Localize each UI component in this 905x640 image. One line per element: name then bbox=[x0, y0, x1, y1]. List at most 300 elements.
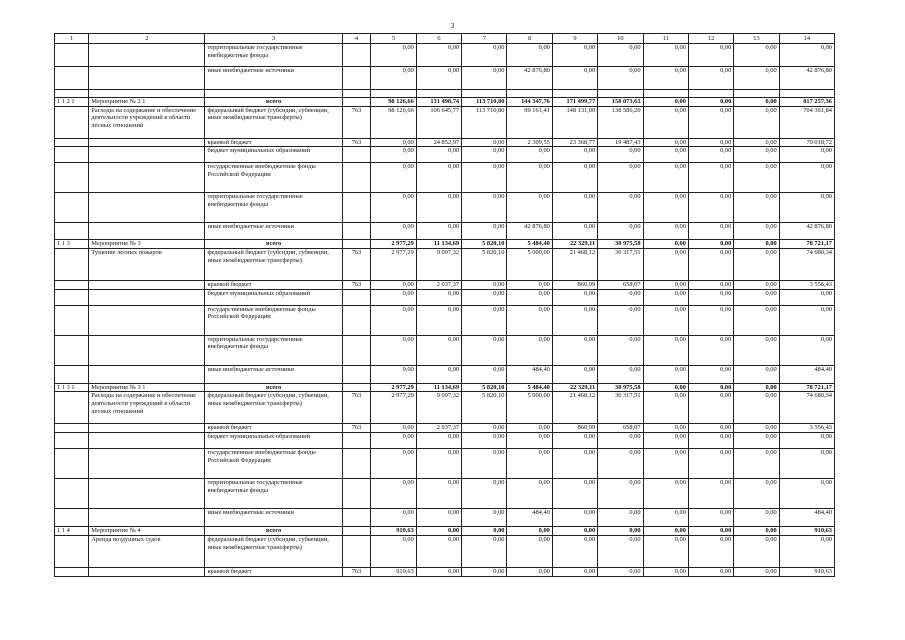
table-row bbox=[55, 281, 835, 290]
amount-cell: 0,00 bbox=[643, 163, 688, 193]
amount-cell: 0,00 bbox=[507, 433, 552, 449]
funding-source: всего bbox=[205, 383, 342, 392]
amount-cell: 0,00 bbox=[552, 305, 597, 335]
amount-cell: 0,00 bbox=[416, 449, 461, 479]
table-row bbox=[55, 90, 835, 98]
amount-cell: 0,00 bbox=[779, 193, 834, 223]
measure-name bbox=[89, 433, 205, 449]
table-body bbox=[55, 44, 835, 577]
amount-cell bbox=[416, 90, 461, 98]
amount-cell: 9 097,32 bbox=[416, 249, 461, 281]
amount-cell: 658,07 bbox=[598, 281, 643, 290]
amount-cell: 148 131,00 bbox=[552, 106, 597, 138]
amount-cell: 9 097,32 bbox=[416, 392, 461, 424]
table-row bbox=[55, 106, 835, 138]
amount-cell: 0,00 bbox=[507, 335, 552, 365]
amount-cell: 0,00 bbox=[371, 44, 416, 67]
amount-cell: 0,00 bbox=[734, 98, 779, 107]
amount-cell: 0,00 bbox=[507, 449, 552, 479]
amount-cell bbox=[643, 90, 688, 98]
budget-code: 763 bbox=[342, 106, 371, 138]
amount-cell: 0,00 bbox=[688, 479, 733, 509]
amount-cell: 0,00 bbox=[552, 223, 597, 240]
amount-cell: 0,00 bbox=[507, 424, 552, 433]
measure-name: Аренда воздушных судов bbox=[89, 535, 205, 567]
amount-cell: 0,00 bbox=[462, 163, 507, 193]
amount-cell: 0,00 bbox=[371, 424, 416, 433]
amount-cell: 0,00 bbox=[734, 147, 779, 163]
amount-cell: 910,63 bbox=[779, 527, 834, 536]
amount-cell: 0,00 bbox=[552, 449, 597, 479]
amount-cell: 0,00 bbox=[552, 163, 597, 193]
amount-cell: 0,00 bbox=[688, 147, 733, 163]
amount-cell: 171 499,77 bbox=[552, 98, 597, 107]
amount-cell: 0,00 bbox=[507, 147, 552, 163]
amount-cell: 30 975,58 bbox=[598, 383, 643, 392]
amount-cell: 0,00 bbox=[416, 479, 461, 509]
amount-cell: 0,00 bbox=[688, 305, 733, 335]
funding-source: всего bbox=[205, 98, 342, 107]
amount-cell: 0,00 bbox=[598, 365, 643, 383]
amount-cell bbox=[734, 90, 779, 98]
amount-cell: 0,00 bbox=[598, 335, 643, 365]
amount-cell: 0,00 bbox=[688, 193, 733, 223]
amount-cell: 0,00 bbox=[734, 449, 779, 479]
measure-name: Расходы на содержание и обеспечение деятельности учреждений в области лесных отношений bbox=[89, 392, 205, 424]
amount-cell: 0,00 bbox=[643, 535, 688, 567]
measure-name: Мероприятие № 3 1 bbox=[89, 383, 205, 392]
amount-cell: 0,00 bbox=[416, 67, 461, 90]
amount-cell: 0,00 bbox=[643, 392, 688, 424]
amount-cell: 0,00 bbox=[462, 449, 507, 479]
table-row bbox=[55, 424, 835, 433]
amount-cell: 0,00 bbox=[507, 163, 552, 193]
amount-cell: 106 645,77 bbox=[416, 106, 461, 138]
budget-code bbox=[342, 449, 371, 479]
row-code bbox=[55, 392, 89, 424]
amount-cell: 2 037,37 bbox=[416, 424, 461, 433]
amount-cell: 0,00 bbox=[734, 249, 779, 281]
amount-cell: 658,07 bbox=[598, 424, 643, 433]
amount-cell bbox=[598, 90, 643, 98]
measure-name bbox=[89, 289, 205, 305]
amount-cell: 5 820,10 bbox=[462, 383, 507, 392]
amount-cell: 0,00 bbox=[371, 147, 416, 163]
row-code bbox=[55, 449, 89, 479]
amount-cell: 0,00 bbox=[643, 424, 688, 433]
amount-cell: 860,99 bbox=[552, 281, 597, 290]
amount-cell: 0,00 bbox=[598, 305, 643, 335]
row-code bbox=[55, 90, 89, 98]
amount-cell: 0,00 bbox=[688, 433, 733, 449]
row-code bbox=[55, 424, 89, 433]
amount-cell: 0,00 bbox=[734, 479, 779, 509]
budget-code: 763 bbox=[342, 138, 371, 147]
budget-code bbox=[342, 383, 371, 392]
amount-cell: 0,00 bbox=[734, 289, 779, 305]
amount-cell: 0,00 bbox=[734, 223, 779, 240]
column-header-1: 1 bbox=[55, 34, 89, 44]
table-row bbox=[55, 383, 835, 392]
table-row bbox=[55, 44, 835, 67]
amount-cell: 0,00 bbox=[416, 223, 461, 240]
amount-cell: 0,00 bbox=[643, 365, 688, 383]
amount-cell: 0,00 bbox=[734, 527, 779, 536]
amount-cell: 0,00 bbox=[507, 535, 552, 567]
table-row bbox=[55, 223, 835, 240]
amount-cell: 42 876,80 bbox=[507, 67, 552, 90]
amount-cell: 0,00 bbox=[552, 567, 597, 576]
amount-cell: 2 309,55 bbox=[507, 138, 552, 147]
amount-cell: 0,00 bbox=[643, 240, 688, 249]
measure-name bbox=[89, 67, 205, 90]
amount-cell: 0,00 bbox=[688, 535, 733, 567]
amount-cell: 0,00 bbox=[688, 44, 733, 67]
row-code bbox=[55, 535, 89, 567]
amount-cell: 5 000,00 bbox=[507, 392, 552, 424]
amount-cell: 113 710,80 bbox=[462, 98, 507, 107]
amount-cell: 0,00 bbox=[643, 289, 688, 305]
table-row bbox=[55, 193, 835, 223]
funding-source: территориальные государственные внебюджетные фонды bbox=[205, 193, 342, 223]
table-row bbox=[55, 365, 835, 383]
funding-source: государственные внебюджетные фонды Российской Федерации bbox=[205, 449, 342, 479]
table-row bbox=[55, 289, 835, 305]
amount-cell: 5 484,40 bbox=[507, 383, 552, 392]
amount-cell: 484,40 bbox=[779, 365, 834, 383]
row-code: 1 1 3 1 bbox=[55, 383, 89, 392]
amount-cell: 0,00 bbox=[734, 424, 779, 433]
amount-cell: 78 721,17 bbox=[779, 240, 834, 249]
funding-source: всего bbox=[205, 240, 342, 249]
amount-cell: 0,00 bbox=[416, 147, 461, 163]
column-header-10: 10 bbox=[598, 34, 643, 44]
amount-cell: 0,00 bbox=[779, 335, 834, 365]
amount-cell: 0,00 bbox=[507, 289, 552, 305]
budget-code bbox=[342, 240, 371, 249]
amount-cell: 2 037,37 bbox=[416, 281, 461, 290]
column-header-8: 8 bbox=[507, 34, 552, 44]
amount-cell: 0,00 bbox=[779, 44, 834, 67]
amount-cell: 0,00 bbox=[598, 289, 643, 305]
funding-source: государственные внебюджетные фонды Российской Федерации bbox=[205, 163, 342, 193]
amount-cell: 0,00 bbox=[371, 479, 416, 509]
amount-cell: 0,00 bbox=[598, 163, 643, 193]
row-code: 1 1 3 bbox=[55, 240, 89, 249]
amount-cell: 0,00 bbox=[643, 527, 688, 536]
amount-cell: 0,00 bbox=[416, 509, 461, 527]
measure-name bbox=[89, 163, 205, 193]
amount-cell: 0,00 bbox=[734, 535, 779, 567]
measure-name bbox=[89, 567, 205, 576]
amount-cell: 0,00 bbox=[416, 433, 461, 449]
column-header-6: 6 bbox=[416, 34, 461, 44]
budget-code bbox=[342, 509, 371, 527]
amount-cell: 5 000,00 bbox=[507, 249, 552, 281]
amount-cell: 0,00 bbox=[643, 193, 688, 223]
amount-cell: 0,00 bbox=[462, 138, 507, 147]
amount-cell: 0,00 bbox=[462, 479, 507, 509]
column-header-14: 14 bbox=[779, 34, 834, 44]
amount-cell: 0,00 bbox=[416, 535, 461, 567]
amount-cell: 0,00 bbox=[688, 365, 733, 383]
amount-cell: 0,00 bbox=[643, 433, 688, 449]
amount-cell: 0,00 bbox=[371, 67, 416, 90]
amount-cell: 484,40 bbox=[507, 509, 552, 527]
amount-cell: 0,00 bbox=[688, 383, 733, 392]
amount-cell: 2 977,29 bbox=[371, 383, 416, 392]
amount-cell: 0,00 bbox=[688, 567, 733, 576]
amount-cell: 0,00 bbox=[643, 479, 688, 509]
amount-cell: 24 852,97 bbox=[416, 138, 461, 147]
amount-cell: 910,63 bbox=[371, 567, 416, 576]
column-header-12: 12 bbox=[688, 34, 733, 44]
amount-cell: 5 484,40 bbox=[507, 240, 552, 249]
column-header-13: 13 bbox=[734, 34, 779, 44]
amount-cell bbox=[371, 90, 416, 98]
budget-code bbox=[342, 98, 371, 107]
amount-cell: 0,00 bbox=[462, 335, 507, 365]
page-number: 3 bbox=[450, 22, 455, 30]
amount-cell: 0,00 bbox=[643, 44, 688, 67]
measure-name bbox=[89, 281, 205, 290]
amount-cell: 0,00 bbox=[643, 509, 688, 527]
amount-cell: 0,00 bbox=[507, 281, 552, 290]
amount-cell: 0,00 bbox=[462, 193, 507, 223]
measure-name bbox=[89, 147, 205, 163]
table-row bbox=[55, 535, 835, 567]
table-row bbox=[55, 567, 835, 576]
amount-cell: 21 468,12 bbox=[552, 249, 597, 281]
measure-name: Мероприятие № 2 1 bbox=[89, 98, 205, 107]
amount-cell: 70 018,72 bbox=[779, 138, 834, 147]
table-row bbox=[55, 449, 835, 479]
amount-cell: 0,00 bbox=[688, 240, 733, 249]
funding-source: федеральный бюджет (субсидии, субвенции, иные межбюджетные трансферты) bbox=[205, 106, 342, 138]
amount-cell: 0,00 bbox=[688, 527, 733, 536]
amount-cell: 0,00 bbox=[734, 106, 779, 138]
amount-cell: 0,00 bbox=[688, 106, 733, 138]
amount-cell: 0,00 bbox=[779, 479, 834, 509]
amount-cell: 0,00 bbox=[779, 305, 834, 335]
amount-cell: 0,00 bbox=[688, 163, 733, 193]
amount-cell: 0,00 bbox=[688, 392, 733, 424]
amount-cell: 0,00 bbox=[734, 67, 779, 90]
amount-cell: 0,00 bbox=[779, 289, 834, 305]
amount-cell: 0,00 bbox=[416, 44, 461, 67]
budget-code bbox=[342, 193, 371, 223]
amount-cell: 0,00 bbox=[416, 365, 461, 383]
budget-code bbox=[342, 147, 371, 163]
funding-source: бюджет муниципальных образований bbox=[205, 289, 342, 305]
budget-code bbox=[342, 289, 371, 305]
amount-cell: 0,00 bbox=[643, 449, 688, 479]
measure-name: Расходы на содержание и обеспечение деятельности учреждений в области лесных отношений bbox=[89, 106, 205, 138]
amount-cell: 860,99 bbox=[552, 424, 597, 433]
amount-cell: 0,00 bbox=[643, 383, 688, 392]
amount-cell: 0,00 bbox=[371, 335, 416, 365]
amount-cell: 5 820,10 bbox=[462, 392, 507, 424]
amount-cell: 0,00 bbox=[371, 281, 416, 290]
funding-source: государственные внебюджетные фонды Российской Федерации bbox=[205, 305, 342, 335]
budget-code bbox=[342, 535, 371, 567]
amount-cell: 0,00 bbox=[416, 305, 461, 335]
budget-code bbox=[342, 67, 371, 90]
amount-cell: 484,40 bbox=[507, 365, 552, 383]
amount-cell: 0,00 bbox=[371, 138, 416, 147]
amount-cell: 0,00 bbox=[779, 163, 834, 193]
row-code: 1 1 2 1 bbox=[55, 98, 89, 107]
table-row bbox=[55, 335, 835, 365]
measure-name: Тушение лесных пожаров bbox=[89, 249, 205, 281]
row-code bbox=[55, 147, 89, 163]
column-header-row bbox=[55, 34, 835, 44]
amount-cell: 0,00 bbox=[643, 567, 688, 576]
amount-cell: 0,00 bbox=[734, 240, 779, 249]
funding-source: краевой бюджет bbox=[205, 567, 342, 576]
amount-cell: 0,00 bbox=[552, 509, 597, 527]
column-header-9: 9 bbox=[552, 34, 597, 44]
amount-cell: 0,00 bbox=[734, 163, 779, 193]
column-header-2: 2 bbox=[89, 34, 205, 44]
amount-cell: 0,00 bbox=[552, 147, 597, 163]
table-row bbox=[55, 163, 835, 193]
amount-cell: 0,00 bbox=[734, 433, 779, 449]
amount-cell: 5 820,10 bbox=[462, 240, 507, 249]
amount-cell: 5 820,10 bbox=[462, 249, 507, 281]
amount-cell: 0,00 bbox=[734, 281, 779, 290]
amount-cell: 0,00 bbox=[371, 509, 416, 527]
table-row bbox=[55, 67, 835, 90]
amount-cell: 0,00 bbox=[416, 289, 461, 305]
amount-cell: 0,00 bbox=[643, 335, 688, 365]
amount-cell: 0,00 bbox=[416, 163, 461, 193]
amount-cell: 0,00 bbox=[643, 223, 688, 240]
measure-name bbox=[89, 138, 205, 147]
budget-code bbox=[342, 305, 371, 335]
budget-code bbox=[342, 44, 371, 67]
row-code bbox=[55, 479, 89, 509]
amount-cell: 23 368,77 bbox=[552, 138, 597, 147]
amount-cell: 0,00 bbox=[688, 223, 733, 240]
amount-cell: 0,00 bbox=[688, 449, 733, 479]
amount-cell: 0,00 bbox=[779, 449, 834, 479]
amount-cell: 910,63 bbox=[779, 567, 834, 576]
amount-cell: 0,00 bbox=[462, 535, 507, 567]
amount-cell: 0,00 bbox=[598, 509, 643, 527]
amount-cell bbox=[552, 90, 597, 98]
funding-source: территориальные государственные внебюджетные фонды bbox=[205, 479, 342, 509]
amount-cell: 0,00 bbox=[598, 535, 643, 567]
amount-cell: 0,00 bbox=[552, 433, 597, 449]
amount-cell: 0,00 bbox=[462, 147, 507, 163]
amount-cell: 113 710,80 bbox=[462, 106, 507, 138]
amount-cell: 0,00 bbox=[507, 305, 552, 335]
amount-cell: 0,00 bbox=[734, 567, 779, 576]
row-code bbox=[55, 193, 89, 223]
amount-cell: 0,00 bbox=[371, 449, 416, 479]
amount-cell: 0,00 bbox=[598, 147, 643, 163]
row-code bbox=[55, 305, 89, 335]
amount-cell: 3 556,43 bbox=[779, 424, 834, 433]
amount-cell: 0,00 bbox=[643, 281, 688, 290]
amount-cell: 0,00 bbox=[462, 67, 507, 90]
amount-cell: 0,00 bbox=[598, 44, 643, 67]
funding-source: бюджет муниципальных образований bbox=[205, 147, 342, 163]
amount-cell: 0,00 bbox=[688, 509, 733, 527]
amount-cell: 0,00 bbox=[552, 289, 597, 305]
funding-source: иные внебюджетные источники bbox=[205, 67, 342, 90]
measure-name bbox=[89, 305, 205, 335]
table-row bbox=[55, 138, 835, 147]
amount-cell: 0,00 bbox=[462, 281, 507, 290]
amount-cell: 0,00 bbox=[507, 193, 552, 223]
table-row bbox=[55, 98, 835, 107]
measure-name bbox=[89, 223, 205, 240]
row-code bbox=[55, 163, 89, 193]
funding-source: иные внебюджетные источники bbox=[205, 509, 342, 527]
amount-cell: 0,00 bbox=[643, 147, 688, 163]
measure-name bbox=[89, 509, 205, 527]
budget-code bbox=[342, 433, 371, 449]
amount-cell: 0,00 bbox=[462, 424, 507, 433]
amount-cell: 30 317,51 bbox=[598, 392, 643, 424]
amount-cell: 30 317,51 bbox=[598, 249, 643, 281]
amount-cell: 0,00 bbox=[598, 223, 643, 240]
table-row bbox=[55, 527, 835, 536]
table-row bbox=[55, 392, 835, 424]
funding-source: всего bbox=[205, 527, 342, 536]
amount-cell: 98 126,66 bbox=[371, 106, 416, 138]
amount-cell: 0,00 bbox=[371, 535, 416, 567]
budget-code bbox=[342, 365, 371, 383]
row-code bbox=[55, 509, 89, 527]
amount-cell: 2 977,29 bbox=[371, 249, 416, 281]
amount-cell: 0,00 bbox=[688, 249, 733, 281]
amount-cell: 0,00 bbox=[371, 193, 416, 223]
amount-cell: 0,00 bbox=[643, 305, 688, 335]
amount-cell: 0,00 bbox=[734, 193, 779, 223]
amount-cell: 0,00 bbox=[371, 305, 416, 335]
row-code bbox=[55, 335, 89, 365]
amount-cell: 0,00 bbox=[462, 223, 507, 240]
amount-cell: 131 498,74 bbox=[416, 98, 461, 107]
amount-cell: 0,00 bbox=[688, 424, 733, 433]
amount-cell: 74 680,34 bbox=[779, 392, 834, 424]
funding-source: бюджет муниципальных образований bbox=[205, 433, 342, 449]
amount-cell: 0,00 bbox=[779, 535, 834, 567]
amount-cell: 0,00 bbox=[371, 289, 416, 305]
column-header-5: 5 bbox=[371, 34, 416, 44]
amount-cell: 138 586,20 bbox=[598, 106, 643, 138]
amount-cell: 0,00 bbox=[462, 567, 507, 576]
amount-cell: 0,00 bbox=[462, 433, 507, 449]
table-row bbox=[55, 433, 835, 449]
amount-cell: 0,00 bbox=[643, 67, 688, 90]
amount-cell: 0,00 bbox=[734, 335, 779, 365]
amount-cell: 0,00 bbox=[462, 527, 507, 536]
column-header-11: 11 bbox=[643, 34, 688, 44]
amount-cell: 0,00 bbox=[734, 305, 779, 335]
column-header-3: 3 bbox=[205, 34, 342, 44]
funding-source: краевой бюджет bbox=[205, 281, 342, 290]
amount-cell: 0,00 bbox=[643, 138, 688, 147]
amount-cell: 0,00 bbox=[688, 289, 733, 305]
amount-cell: 2 977,29 bbox=[371, 240, 416, 249]
column-header-4: 4 bbox=[342, 34, 371, 44]
row-code bbox=[55, 223, 89, 240]
funding-source bbox=[205, 90, 342, 98]
